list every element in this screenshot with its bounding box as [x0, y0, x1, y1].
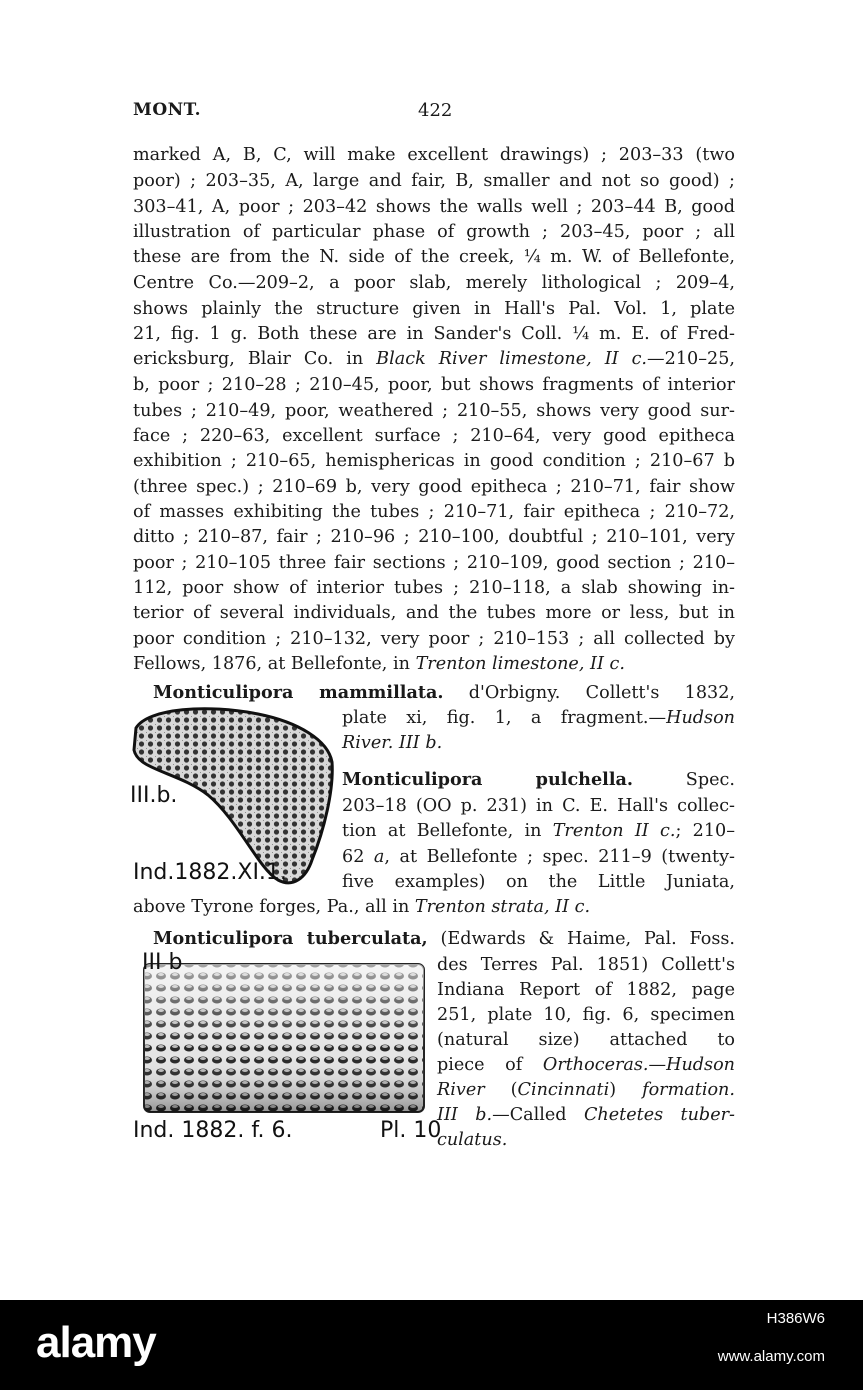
text-line: above Tyrone forges, Pa., all in Trenton strata, II c.: [133, 897, 591, 917]
running-header: MONT.: [133, 100, 202, 120]
species-name: Monticulipora mammillata.: [153, 682, 444, 703]
page-number: 422: [418, 100, 453, 121]
image-id: H386W6: [766, 1310, 825, 1327]
entry-heading-line: Monticulipora tuberculata, (Edwards & Haime, Pal. Foss.: [153, 928, 736, 949]
figure-label: Ind. 1882. f. 6.: [133, 1118, 293, 1143]
text-line: Fellows, 1876, at Bellefonte, in Trenton limestone, II c.: [133, 654, 625, 674]
text-line: illustration of particular phase of growth ; 203–45, poor ; all: [133, 222, 735, 242]
text-line: of masses exhibiting the tubes ; 210–71, fair epitheca ; 210–72,: [133, 502, 735, 522]
figure-label: III.b.: [130, 783, 178, 808]
text-line: face ; 220–63, excellent surface ; 210–64, very good epitheca: [133, 426, 735, 446]
text-line: River (Cincinnati) formation.: [437, 1080, 735, 1100]
text-line: plate xi, fig. 1, a fragment.—Hudson: [342, 708, 735, 728]
text-line: poor ; 210–105 three fair sections ; 210–109, good section ; 210–: [133, 553, 735, 573]
text-line: tion at Bellefonte, in Trenton II c.; 210–: [342, 821, 735, 841]
text-line: 203–18 (OO p. 231) in C. E. Hall's collec-: [342, 796, 735, 816]
text-line: ditto ; 210–87, fair ; 210–96 ; 210–100, doubtful ; 210–101, very: [133, 527, 735, 547]
text-line: (three spec.) ; 210–69 b, very good epitheca ; 210–71, fair show: [133, 477, 735, 497]
text-line: culatus.: [437, 1130, 508, 1150]
text-line: tubes ; 210–49, poor, weathered ; 210–55, shows very good sur-: [133, 401, 735, 421]
species-name: Monticulipora pulchella.: [342, 769, 634, 790]
text-line: piece of Orthoceras.—Hudson: [437, 1055, 735, 1075]
watermark-logo: alamy: [36, 1318, 156, 1367]
text-line: River. III b.: [342, 733, 443, 753]
figure-label: III b: [142, 950, 183, 975]
text-line: these are from the N. side of the creek, ¼ m. W. of Bellefonte,: [133, 247, 735, 267]
text-line: (natural size) attached to: [437, 1030, 735, 1050]
fossil-figure-tuberculata: [140, 958, 430, 1118]
text-line: 303–41, A, poor ; 203–42 shows the walls well ; 203–44 B, good: [133, 197, 735, 217]
figure-label: Pl. 10: [380, 1118, 442, 1143]
text-line: b, poor ; 210–28 ; 210–45, poor, but shows fragments of interior: [133, 375, 735, 395]
entry-heading-line: Monticulipora mammillata. d'Orbigny. Collett's 1832,: [153, 682, 735, 703]
entry-heading-line: Monticulipora pulchella. Spec.: [342, 769, 735, 790]
site-url: www.alamy.com: [717, 1348, 825, 1365]
text-line: 21, fig. 1 g. Both these are in Sander's Coll. ¼ m. E. of Fred-: [133, 324, 735, 344]
text-line: 112, poor show of interior tubes ; 210–118, a slab showing in-: [133, 578, 735, 598]
species-name: Monticulipora tuberculata,: [153, 928, 428, 949]
text-line: terior of several individuals, and the tubes more or less, but in: [133, 603, 735, 623]
text-line: III b.—Called Chetetes tuber-: [437, 1105, 735, 1125]
text-line: marked A, B, C, will make excellent drawings) ; 203–33 (two: [133, 145, 735, 165]
text-line: shows plainly the structure given in Hall's Pal. Vol. 1, plate: [133, 299, 735, 319]
text-line: ericksburg, Blair Co. in Black River limestone, II c.—210–25,: [133, 349, 735, 369]
text-line: 62 a, at Bellefonte ; spec. 211–9 (twenty-: [342, 847, 735, 867]
text-line: des Terres Pal. 1851) Collett's: [437, 955, 735, 975]
text-line: poor condition ; 210–132, very poor ; 210–153 ; all collected by: [133, 629, 735, 649]
text-line: Centre Co.—209–2, a poor slab, merely lithological ; 209–4,: [133, 273, 735, 293]
figure-label: Ind.1882.XI.1.: [133, 860, 287, 885]
text-line: 251, plate 10, fig. 6, specimen: [437, 1005, 735, 1025]
text-line: exhibition ; 210–65, hemisphericas in good condition ; 210–67 b: [133, 451, 735, 471]
text-line: poor) ; 203–35, A, large and fair, B, smaller and not so good) ;: [133, 171, 735, 191]
text-line: five examples) on the Little Juniata,: [342, 872, 735, 892]
text-line: Indiana Report of 1882, page: [437, 980, 735, 1000]
